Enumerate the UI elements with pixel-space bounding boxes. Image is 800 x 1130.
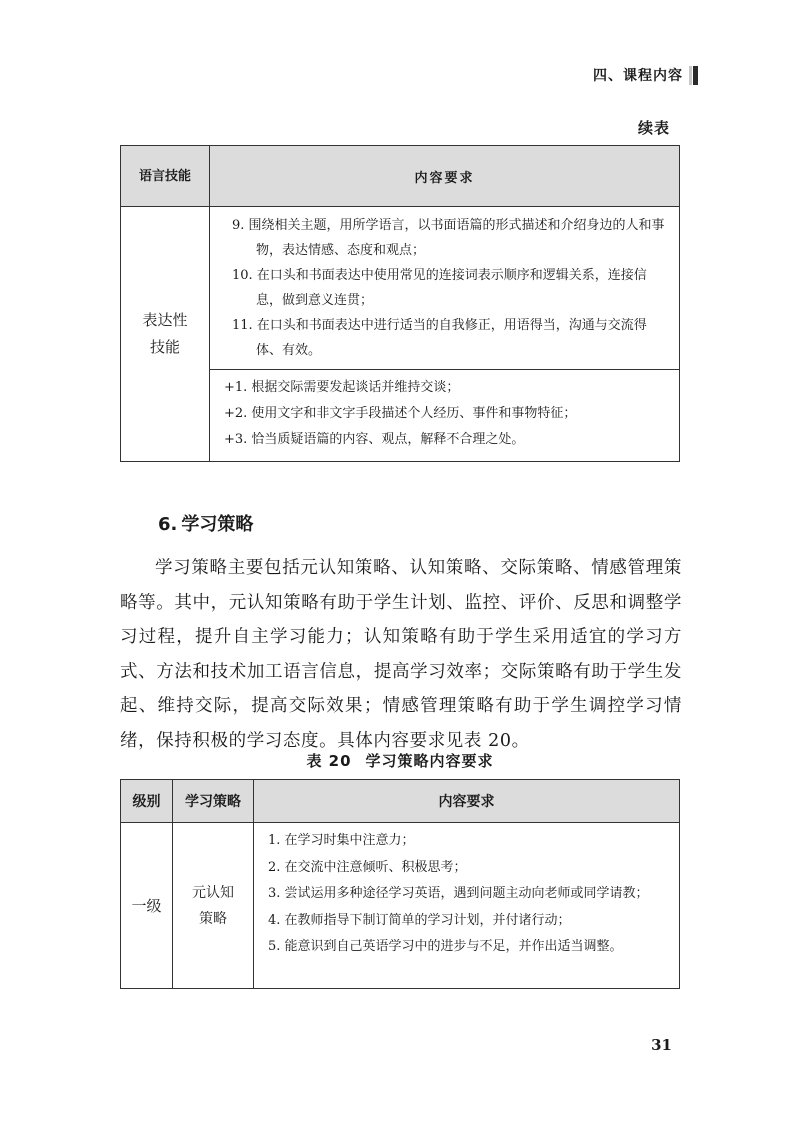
- section-heading: [158, 510, 257, 536]
- header-bar-mark: [689, 66, 698, 85]
- skill-name: 表达性技能: [142, 311, 188, 356]
- list-item: 3. 尝试运用多种途径学习英语，遇到问题主动向老师或同学请教；: [268, 886, 649, 901]
- table-caption-title: 学习策略内容要求: [365, 752, 494, 770]
- list-item: +1. 根据交际需要发起谈话并维持交谈；: [224, 380, 460, 395]
- list-item: 2. 在交流中注意倾听、积极思考；: [268, 859, 467, 875]
- table-header-row: [121, 780, 680, 823]
- list-item: 11. 在口头和书面表达中进行适当的自我修正，用语得当，沟通与交流得体、有效。: [232, 318, 647, 358]
- language-skills-table: [120, 145, 680, 462]
- list-item: 4. 在教师指导下制订简单的学习计划，并付诸行动；: [268, 912, 571, 928]
- table-row: [121, 823, 680, 989]
- list-item: 5. 能意识到自己英语学习中的进步与不足，并作出适当调整。: [268, 939, 623, 954]
- requirements-cell: [254, 823, 680, 989]
- strategy-cell: [173, 823, 254, 989]
- level-cell: 一级: [121, 823, 173, 989]
- header-content-requirements: 内容要求: [254, 780, 680, 823]
- advanced-requirements-cell: [210, 370, 680, 462]
- requirements-cell: [210, 207, 680, 370]
- header-strategy: 学习策略: [173, 780, 254, 823]
- table-caption: [0, 750, 800, 771]
- body-paragraph: 学习策略主要包括元认知策略、认知策略、交际策略、情感管理策略等。其中，元认知策略有助于学生计划、监控、评价、反思和调整学习过程，提升自主学习能力；认知策略有助于学生采用适宜的学习方式、方法和技术加工语言信息，提高学习效率；交际策略有助于学生发起、维持交际，提高交际效果；情感管理策略有助于学生调控学习情绪，保持积极的学习态度。具体内容要求见表 20。: [120, 558, 682, 751]
- header-content-requirements: 内容要求: [210, 146, 680, 207]
- chapter-title: 四、课程内容: [593, 68, 683, 84]
- skill-name-cell: [121, 207, 210, 462]
- strategy-name: 元认知策略: [192, 884, 234, 927]
- list-item: +3. 恰当质疑语篇的内容、观点，解释不合理之处。: [224, 432, 525, 447]
- header-language-skill: 语言技能: [121, 146, 210, 207]
- header-level: 级别: [121, 780, 173, 823]
- list-item: 1. 在学习时集中注意力；: [268, 833, 415, 848]
- list-item: 10. 在口头和书面表达中使用常见的连接词表示顺序和逻辑关系，连接信息，做到意义连贯；: [232, 268, 647, 308]
- learning-strategies-table: [120, 779, 680, 989]
- list-item: 9. 围绕相关主题，用所学语言，以书面语篇的形式描述和介绍身边的人和事物，表达情感、态度和观点；: [232, 218, 665, 258]
- table-caption-number: 表 20: [306, 752, 352, 770]
- section-title: 学习策略: [181, 514, 254, 535]
- page-number: 31: [651, 1036, 672, 1054]
- table-row: [121, 207, 680, 370]
- section-number: 6.: [158, 514, 178, 535]
- table-header-row: [121, 146, 680, 207]
- continued-table-label: 续表: [637, 119, 670, 137]
- list-item: +2. 使用文字和非文字手段描述个人经历、事件和事物特征；: [224, 406, 577, 421]
- running-header: [593, 64, 698, 86]
